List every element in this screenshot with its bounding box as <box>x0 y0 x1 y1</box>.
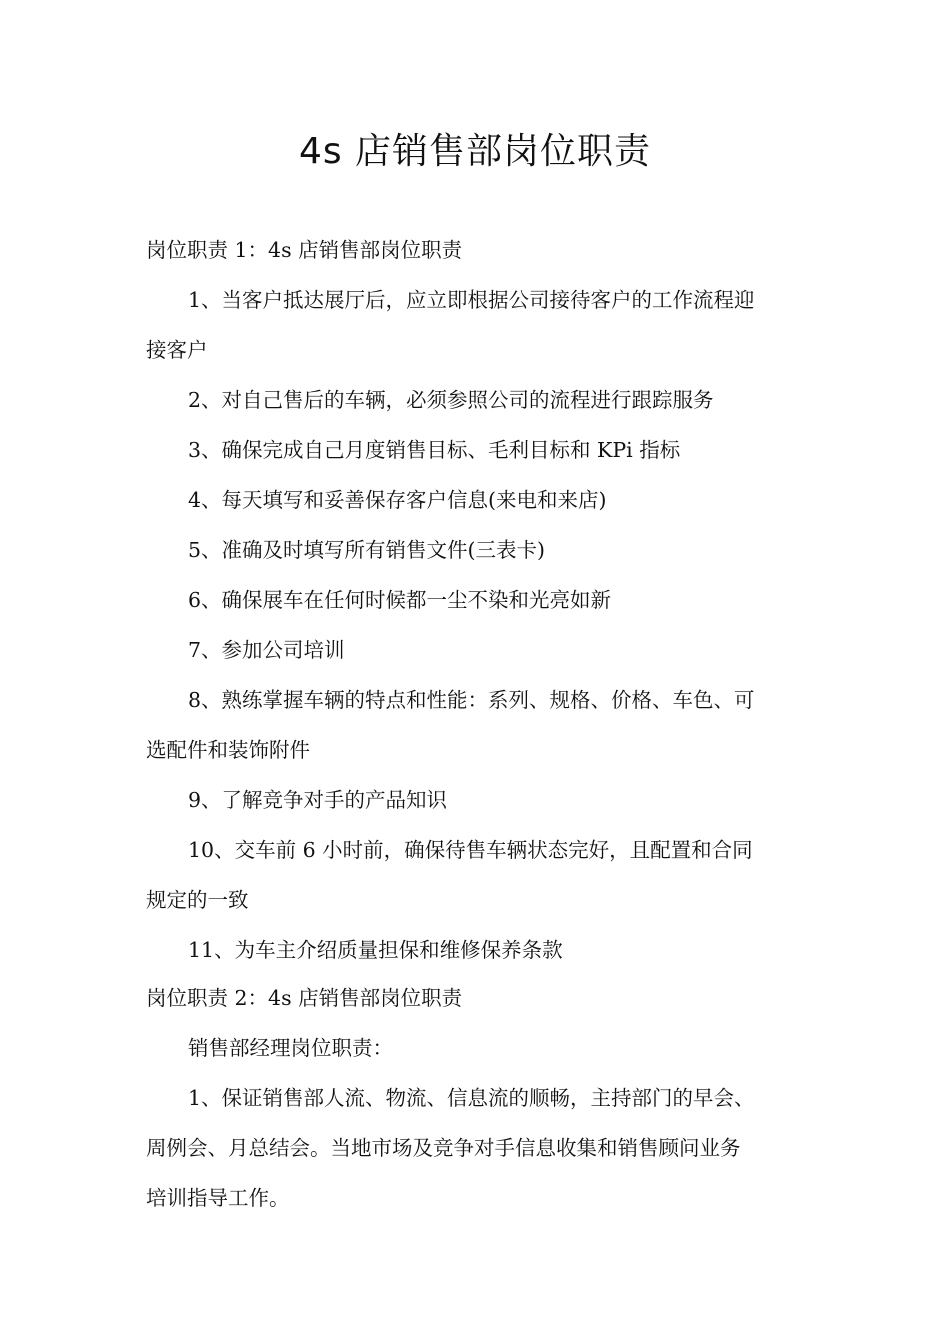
paragraph-line: 10、交车前 6 小时前，确保待售车辆状态完好，且配置和合同 <box>188 838 753 862</box>
paragraph-line: 选配件和装饰附件 <box>146 738 310 762</box>
paragraph-line: 6、确保展车在任何时候都一尘不染和光亮如新 <box>188 588 612 612</box>
paragraph-line: 4、每天填写和妥善保存客户信息(来电和来店) <box>188 488 607 512</box>
paragraph-line: 培训指导工作。 <box>146 1186 290 1210</box>
section-heading-2: 岗位职责 2：4s 店销售部岗位职责 <box>146 986 463 1010</box>
paragraph-line: 9、了解竞争对手的产品知识 <box>188 788 448 812</box>
paragraph-line: 1、当客户抵达展厅后，应立即根据公司接待客户的工作流程迎 <box>188 288 755 312</box>
paragraph-line: 7、参加公司培训 <box>188 638 345 662</box>
section-heading-1: 岗位职责 1：4s 店销售部岗位职责 <box>146 238 463 262</box>
paragraph-line: 规定的一致 <box>146 888 249 912</box>
paragraph-line: 11、为车主介绍质量担保和维修保养条款 <box>188 938 563 962</box>
paragraph-line: 周例会、月总结会。当地市场及竞争对手信息收集和销售顾问业务 <box>146 1136 741 1160</box>
paragraph-line: 2、对自己售后的车辆，必须参照公司的流程进行跟踪服务 <box>188 388 714 412</box>
paragraph-line: 销售部经理岗位职责： <box>188 1036 393 1060</box>
paragraph-line: 1、保证销售部人流、物流、信息流的顺畅，主持部门的早会、 <box>188 1086 755 1110</box>
paragraph-line: 3、确保完成自己月度销售目标、毛利目标和 KPi 指标 <box>188 438 681 462</box>
paragraph-line: 接客户 <box>146 338 208 362</box>
paragraph-line: 5、准确及时填写所有销售文件(三表卡) <box>188 538 546 562</box>
document-title: 4s 店销售部岗位职责 <box>298 131 652 172</box>
paragraph-line: 8、熟练掌握车辆的特点和性能：系列、规格、价格、车色、可 <box>188 688 755 712</box>
